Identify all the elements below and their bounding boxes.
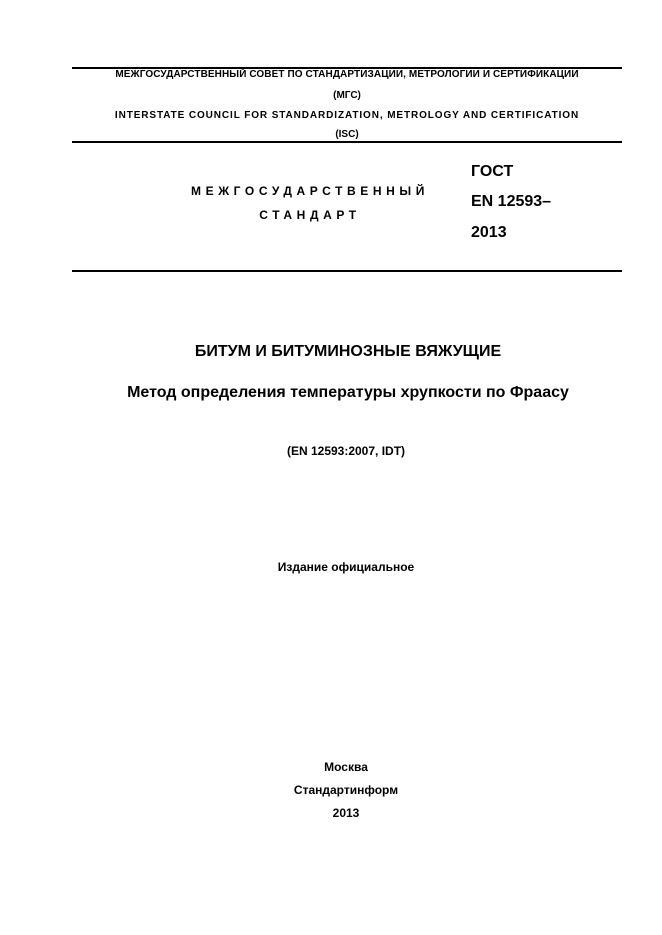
document-subtitle: Метод определения температуры хрупкости по Фраасу	[127, 384, 569, 401]
gost-label: ГОСТ	[471, 163, 514, 180]
document-title: БИТУМ И БИТУМИНОЗНЫЕ ВЯЖУЩИЕ	[194, 343, 502, 360]
gost-number: EN 12593–	[471, 193, 552, 210]
council-abbr-ru: (МГС)	[333, 90, 361, 101]
council-abbr-en: (ISC)	[335, 129, 359, 140]
header-bottom-rule	[72, 141, 622, 143]
gost-year: 2013	[471, 224, 507, 241]
footer-city: Москва	[324, 760, 368, 774]
council-name-ru: МЕЖГОСУДАРСТВЕННЫЙ СОВЕТ ПО СТАНДАРТИЗАЦИИ, МЕТРОЛОГИИ И СЕРТИФИКАЦИИ	[115, 69, 579, 80]
edition-label: Издание официальное	[277, 560, 415, 574]
designation-bottom-rule	[72, 270, 622, 272]
footer-publisher: Стандартинформ	[293, 783, 399, 797]
council-name-en: INTERSTATE COUNCIL FOR STANDARDIZATION, METROLOGY AND CERTIFICATION	[114, 110, 580, 121]
standard-type-line1: МЕЖГОСУДАРСТВЕННЫЙ	[191, 184, 429, 198]
standard-type-line2: СТАНДАРТ	[259, 208, 361, 222]
footer-year: 2013	[332, 806, 360, 820]
equivalence-note: (EN 12593:2007, IDT)	[286, 444, 406, 458]
